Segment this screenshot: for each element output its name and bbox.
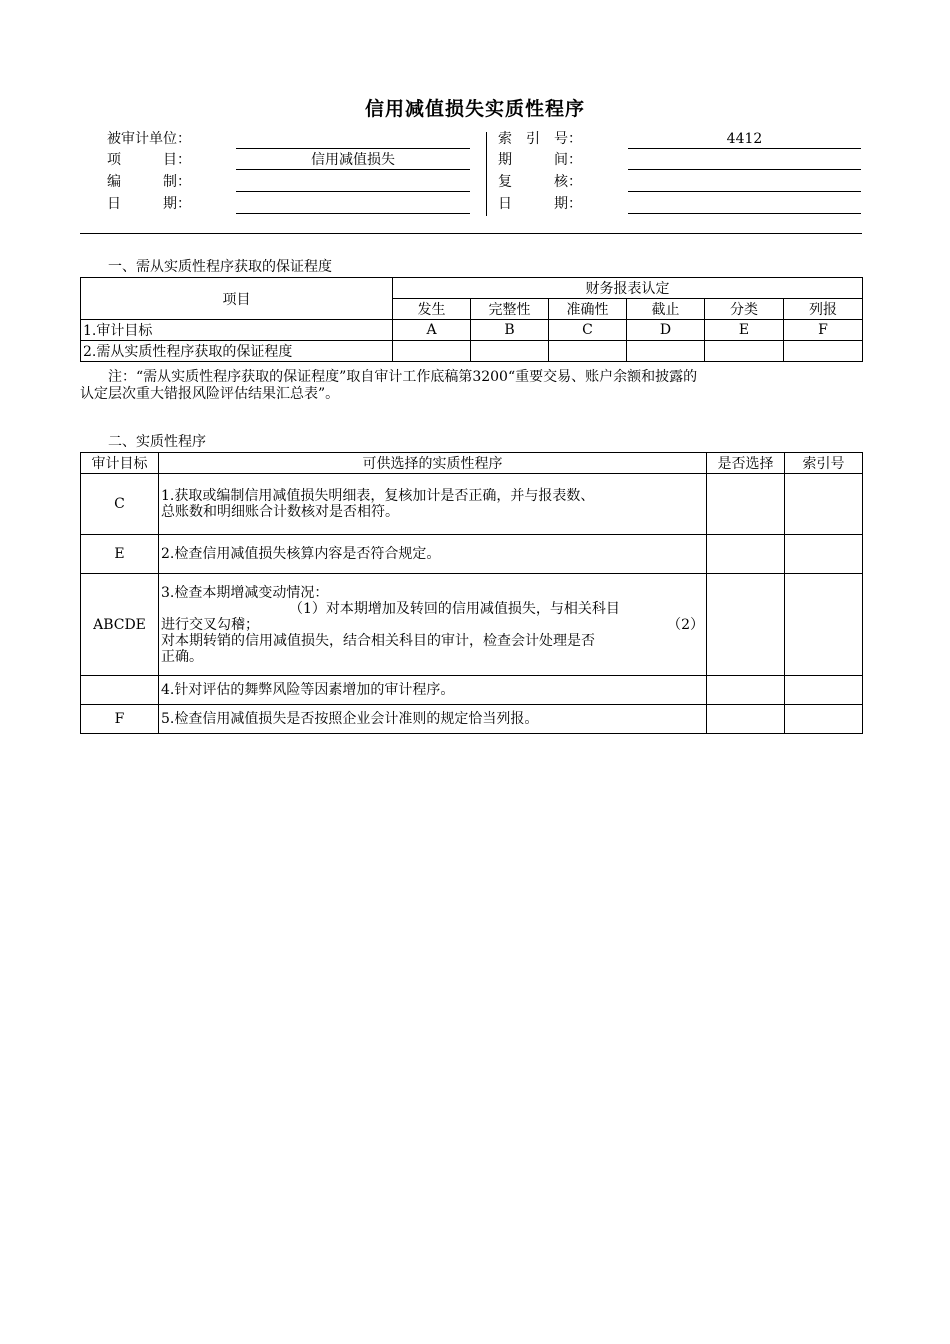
procedure-cell: [159, 574, 707, 676]
label-index-no: 索 引 号：: [498, 131, 582, 147]
field-item[interactable]: 信用减值损失: [236, 151, 470, 170]
col-procedure-header: 可供选择的实质性程序: [159, 453, 707, 474]
label-audited-unit: 被审计单位：: [107, 131, 191, 147]
field-review[interactable]: [628, 173, 861, 192]
procedures-table: [80, 452, 863, 734]
index-cell[interactable]: [785, 574, 863, 676]
label-item: 项 目：: [107, 152, 191, 168]
procedure-cell: [159, 705, 707, 734]
selected-cell[interactable]: [707, 676, 785, 705]
procedure-line: 进行交叉勾稽；: [161, 616, 259, 633]
assurance-cell[interactable]: [705, 341, 784, 362]
procedure-cell: [159, 535, 707, 574]
procedure-line: 5.检查信用减值损失是否按照企业会计准则的规定恰当列报。: [161, 711, 539, 727]
table-row: [81, 535, 863, 574]
note-line-2: 认定层次重大错报风险评估结果汇总表”。: [80, 386, 340, 402]
target-cell: B: [471, 320, 549, 341]
field-prepared[interactable]: [236, 173, 470, 192]
procedure-line: 正确。: [161, 648, 203, 665]
assurance-cell[interactable]: [549, 341, 627, 362]
assertion-header: 分类: [705, 299, 784, 320]
section2-heading: 二、实质性程序: [108, 434, 206, 450]
assertion-header: 完整性: [471, 299, 549, 320]
procedure-line: 3.检查本期增减变动情况：: [161, 584, 329, 601]
procedure-line: 对本期转销的信用减值损失，结合相关科目的审计，检查会计处理是否: [161, 632, 595, 649]
label-prepared: 编 制：: [107, 174, 191, 190]
field-date-left[interactable]: [236, 195, 470, 214]
field-index-no[interactable]: 4412: [628, 130, 861, 149]
col-item-header: 项目: [81, 278, 393, 320]
header-divider: [486, 132, 487, 216]
assurance-cell[interactable]: [393, 341, 471, 362]
assurance-table: [80, 277, 863, 362]
label-review: 复 核：: [498, 174, 582, 190]
target-cell: E: [705, 320, 784, 341]
target-cell: F: [81, 705, 159, 734]
target-cell: [81, 676, 159, 705]
procedure-line: （2）: [667, 616, 704, 633]
procedure-line: （1）对本期增加及转回的信用减值损失，与相关科目: [289, 600, 620, 617]
assertion-header: 准确性: [549, 299, 627, 320]
col-target-header: 审计目标: [81, 453, 159, 474]
target-cell: C: [549, 320, 627, 341]
section1-heading: 一、需从实质性程序获取的保证程度: [108, 259, 332, 275]
label-date-left: 日 期：: [107, 196, 191, 212]
table-row: [81, 474, 863, 535]
header-rule: [80, 233, 862, 234]
col-index-header: 索引号: [785, 453, 863, 474]
procedure-line: 2.检查信用减值损失核算内容是否符合规定。: [161, 546, 441, 562]
selected-cell[interactable]: [707, 535, 785, 574]
target-cell: A: [393, 320, 471, 341]
target-cell: E: [81, 535, 159, 574]
page-title: 信用减值损失实质性程序: [364, 98, 585, 120]
col-selected-header: 是否选择: [707, 453, 785, 474]
field-period[interactable]: [628, 151, 861, 170]
label-period: 期 间：: [498, 152, 582, 168]
index-cell[interactable]: [785, 474, 863, 535]
row-label: 2.需从实质性程序获取的保证程度: [81, 341, 393, 362]
target-cell: F: [784, 320, 863, 341]
procedure-line: 总账数和明细账合计数核对是否相符。: [161, 504, 399, 520]
row-label: 1.审计目标: [81, 320, 393, 341]
col-group-header: 财务报表认定: [393, 278, 863, 299]
assurance-cell[interactable]: [784, 341, 863, 362]
table-row: [81, 574, 863, 676]
selected-cell[interactable]: [707, 705, 785, 734]
index-cell[interactable]: [785, 535, 863, 574]
label-date-right: 日 期：: [498, 196, 582, 212]
procedure-line: 4.针对评估的舞弊风险等因素增加的审计程序。: [161, 682, 455, 698]
assertion-header: 发生: [393, 299, 471, 320]
target-cell: ABCDE: [81, 574, 159, 676]
assurance-cell[interactable]: [627, 341, 705, 362]
target-cell: D: [627, 320, 705, 341]
assertion-header: 截止: [627, 299, 705, 320]
table-row: [81, 705, 863, 734]
index-cell[interactable]: [785, 705, 863, 734]
procedure-line-pair: [161, 617, 704, 633]
assertion-header: 列报: [784, 299, 863, 320]
note-line-1: 注：“需从实质性程序获取的保证程度”取自审计工作底稿第3200“重要交易、账户余额和披露的: [108, 369, 698, 385]
target-cell: C: [81, 474, 159, 535]
field-audited-unit[interactable]: [236, 130, 470, 149]
selected-cell[interactable]: [707, 474, 785, 535]
procedure-line: 1.获取或编制信用减值损失明细表，复核加计是否正确，并与报表数、: [161, 488, 595, 504]
index-cell[interactable]: [785, 676, 863, 705]
procedure-cell: [159, 474, 707, 535]
assurance-cell[interactable]: [471, 341, 549, 362]
procedure-cell: [159, 676, 707, 705]
table-row: [81, 676, 863, 705]
field-date-right[interactable]: [628, 195, 861, 214]
selected-cell[interactable]: [707, 574, 785, 676]
